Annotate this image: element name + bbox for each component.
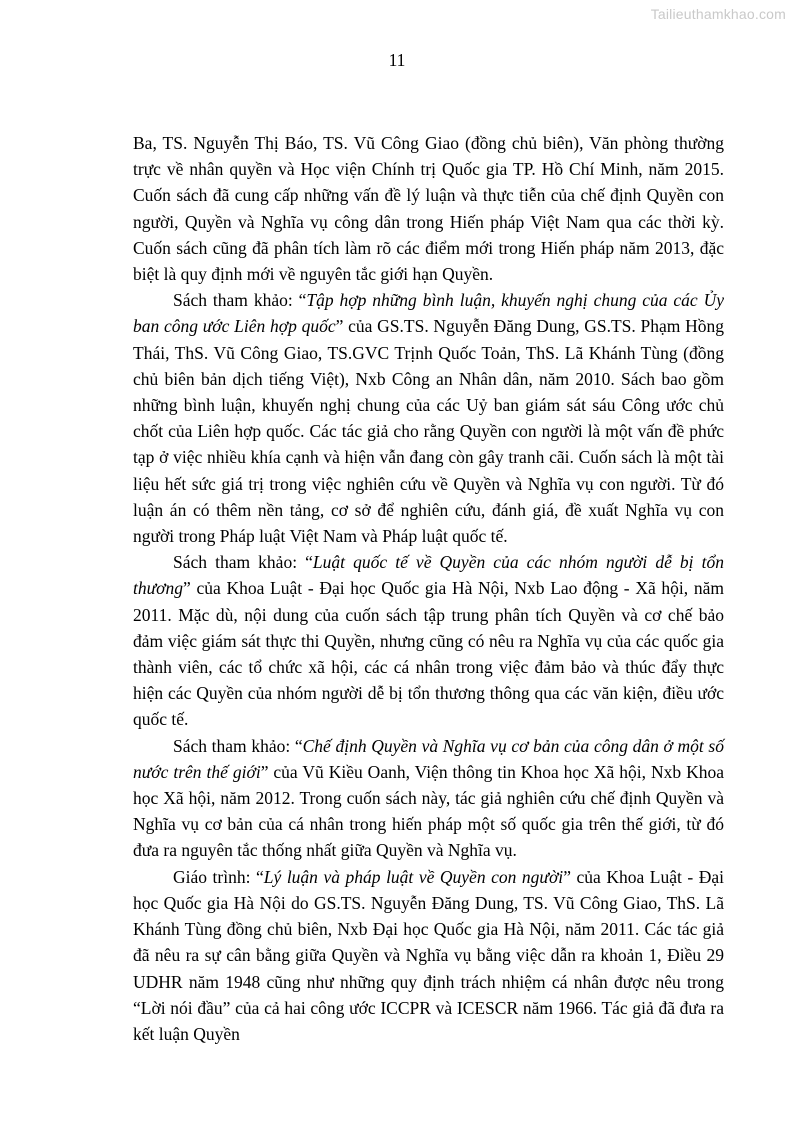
paragraph <box>133 864 724 1047</box>
paragraph <box>133 733 724 864</box>
paragraph-text: Sách tham khảo: “ <box>173 735 303 756</box>
paragraph-text: ” của Vũ Kiều Oanh, Viện thông tin Khoa học Xã hội, Nxb Khoa học Xã hội, năm 2012. Trong cuốn sách này, tác giả nghiên cứu chế định Quyền và Nghĩa vụ cơ bản của cá nhân trong hiến pháp một số quốc gia trên thế giới, từ đó đưa ra nguyên tắc thống nhất giữa Quyền và Nghĩa vụ. <box>133 761 724 861</box>
paragraph-text: Ba, TS. Nguyễn Thị Báo, TS. Vũ Công Giao (đồng chủ biên), Văn phòng thường trực về nhân quyền và Học viện Chính trị Quốc gia TP. Hồ Chí Minh, năm 2015. Cuốn sách đã cung cấp những vấn đề lý luận và thực tiễn của chế định Quyền con người, Quyền và Nghĩa vụ công dân trong Hiến pháp Việt Nam qua các thời kỳ. Cuốn sách cũng đã phân tích làm rõ các điểm mới trong Hiến pháp năm 2013, đặc biệt là quy định mới về nguyên tắc giới hạn Quyền. <box>133 133 724 285</box>
book-title: Tập hợp những bình luận, khuyến nghị chung của các Ủy ban công ước Liên hợp quốc <box>133 290 725 337</box>
watermark: Tailieuthamkhao.com <box>650 6 786 22</box>
paragraph-text: ” của Khoa Luật - Đại học Quốc gia Hà Nội, Nxb Lao động - Xã hội, năm 2011. Mặc dù, nội dung của cuốn sách tập trung phân tích Quyền và cơ chế bảo đảm việc giám sát thực thi Quyền, nhưng cũng có nêu ra Nghĩa vụ của các quốc gia thành viên, các tổ chức xã hội, các cá nhân trong việc đảm bảo và thúc đẩy thực hiện các Quyền của nhóm người dễ bị tổn thương thông qua các văn kiện, điều ước quốc tế. <box>133 578 724 730</box>
paragraph <box>133 287 724 549</box>
paragraph <box>133 549 724 732</box>
book-title: Lý luận và pháp luật về Quyền con người <box>263 866 564 887</box>
paragraph <box>133 130 724 287</box>
page-number: 11 <box>388 50 406 70</box>
paragraph-text: ” của Khoa Luật - Đại học Quốc gia Hà Nội do GS.TS. Nguyễn Đăng Dung, TS. Vũ Công Giao, ThS. Lã Khánh Tùng đồng chủ biên, Nxb Đại học Quốc gia Hà Nội, năm 2011. Các tác giả đã nêu ra sự cân bằng giữa Quyền và Nghĩa vụ bằng việc dẫn ra khoản 1, Điều 29 UDHR năm 1948 cũng như những quy định trách nhiệm cá nhân được nêu trong “Lời nói đầu” của cả hai công ước ICCPR và ICESCR năm 1966. Tác giả đã đưa ra kết luận Quyền <box>133 866 725 1044</box>
paragraph-text: Giáo trình: “ <box>173 866 264 887</box>
paragraph-text: Sách tham khảo: “ <box>173 290 307 311</box>
book-title: Chế định Quyền và Nghĩa vụ cơ bản của công dân ở một số nước trên thế giới <box>133 735 724 782</box>
paragraph-text: ” của GS.TS. Nguyễn Đăng Dung, GS.TS. Phạm Hồng Thái, ThS. Vũ Công Giao, TS.GVC Trịnh Quốc Toản, ThS. Lã Khánh Tùng (đồng chủ biên bản dịch tiếng Việt), Nxb Công an Nhân dân, năm 2010. Sách bao gồm những bình luận, khuyến nghị chung của các Uỷ ban giám sát sáu Công ước chủ chốt của Liên hợp quốc. Các tác giả cho rằng Quyền con người là một vấn đề phức tạp ở việc nhiều khía cạnh và hiện vẫn đang còn gây tranh cãi. Cuốn sách là một tài liệu hết sức giá trị trong việc nghiên cứu về Quyền và Nghĩa vụ con người. Từ đó luận án có thêm nền tảng, cơ sở để nghiên cứu, đánh giá, đề xuất Nghĩa vụ con người trong Pháp luật Việt Nam và Pháp luật quốc tế. <box>133 316 725 547</box>
document-body <box>133 130 724 1047</box>
book-title: Luật quốc tế về Quyền của các nhóm người dễ bị tổn thương <box>133 552 724 599</box>
paragraph-text: Sách tham khảo: “ <box>173 552 313 573</box>
